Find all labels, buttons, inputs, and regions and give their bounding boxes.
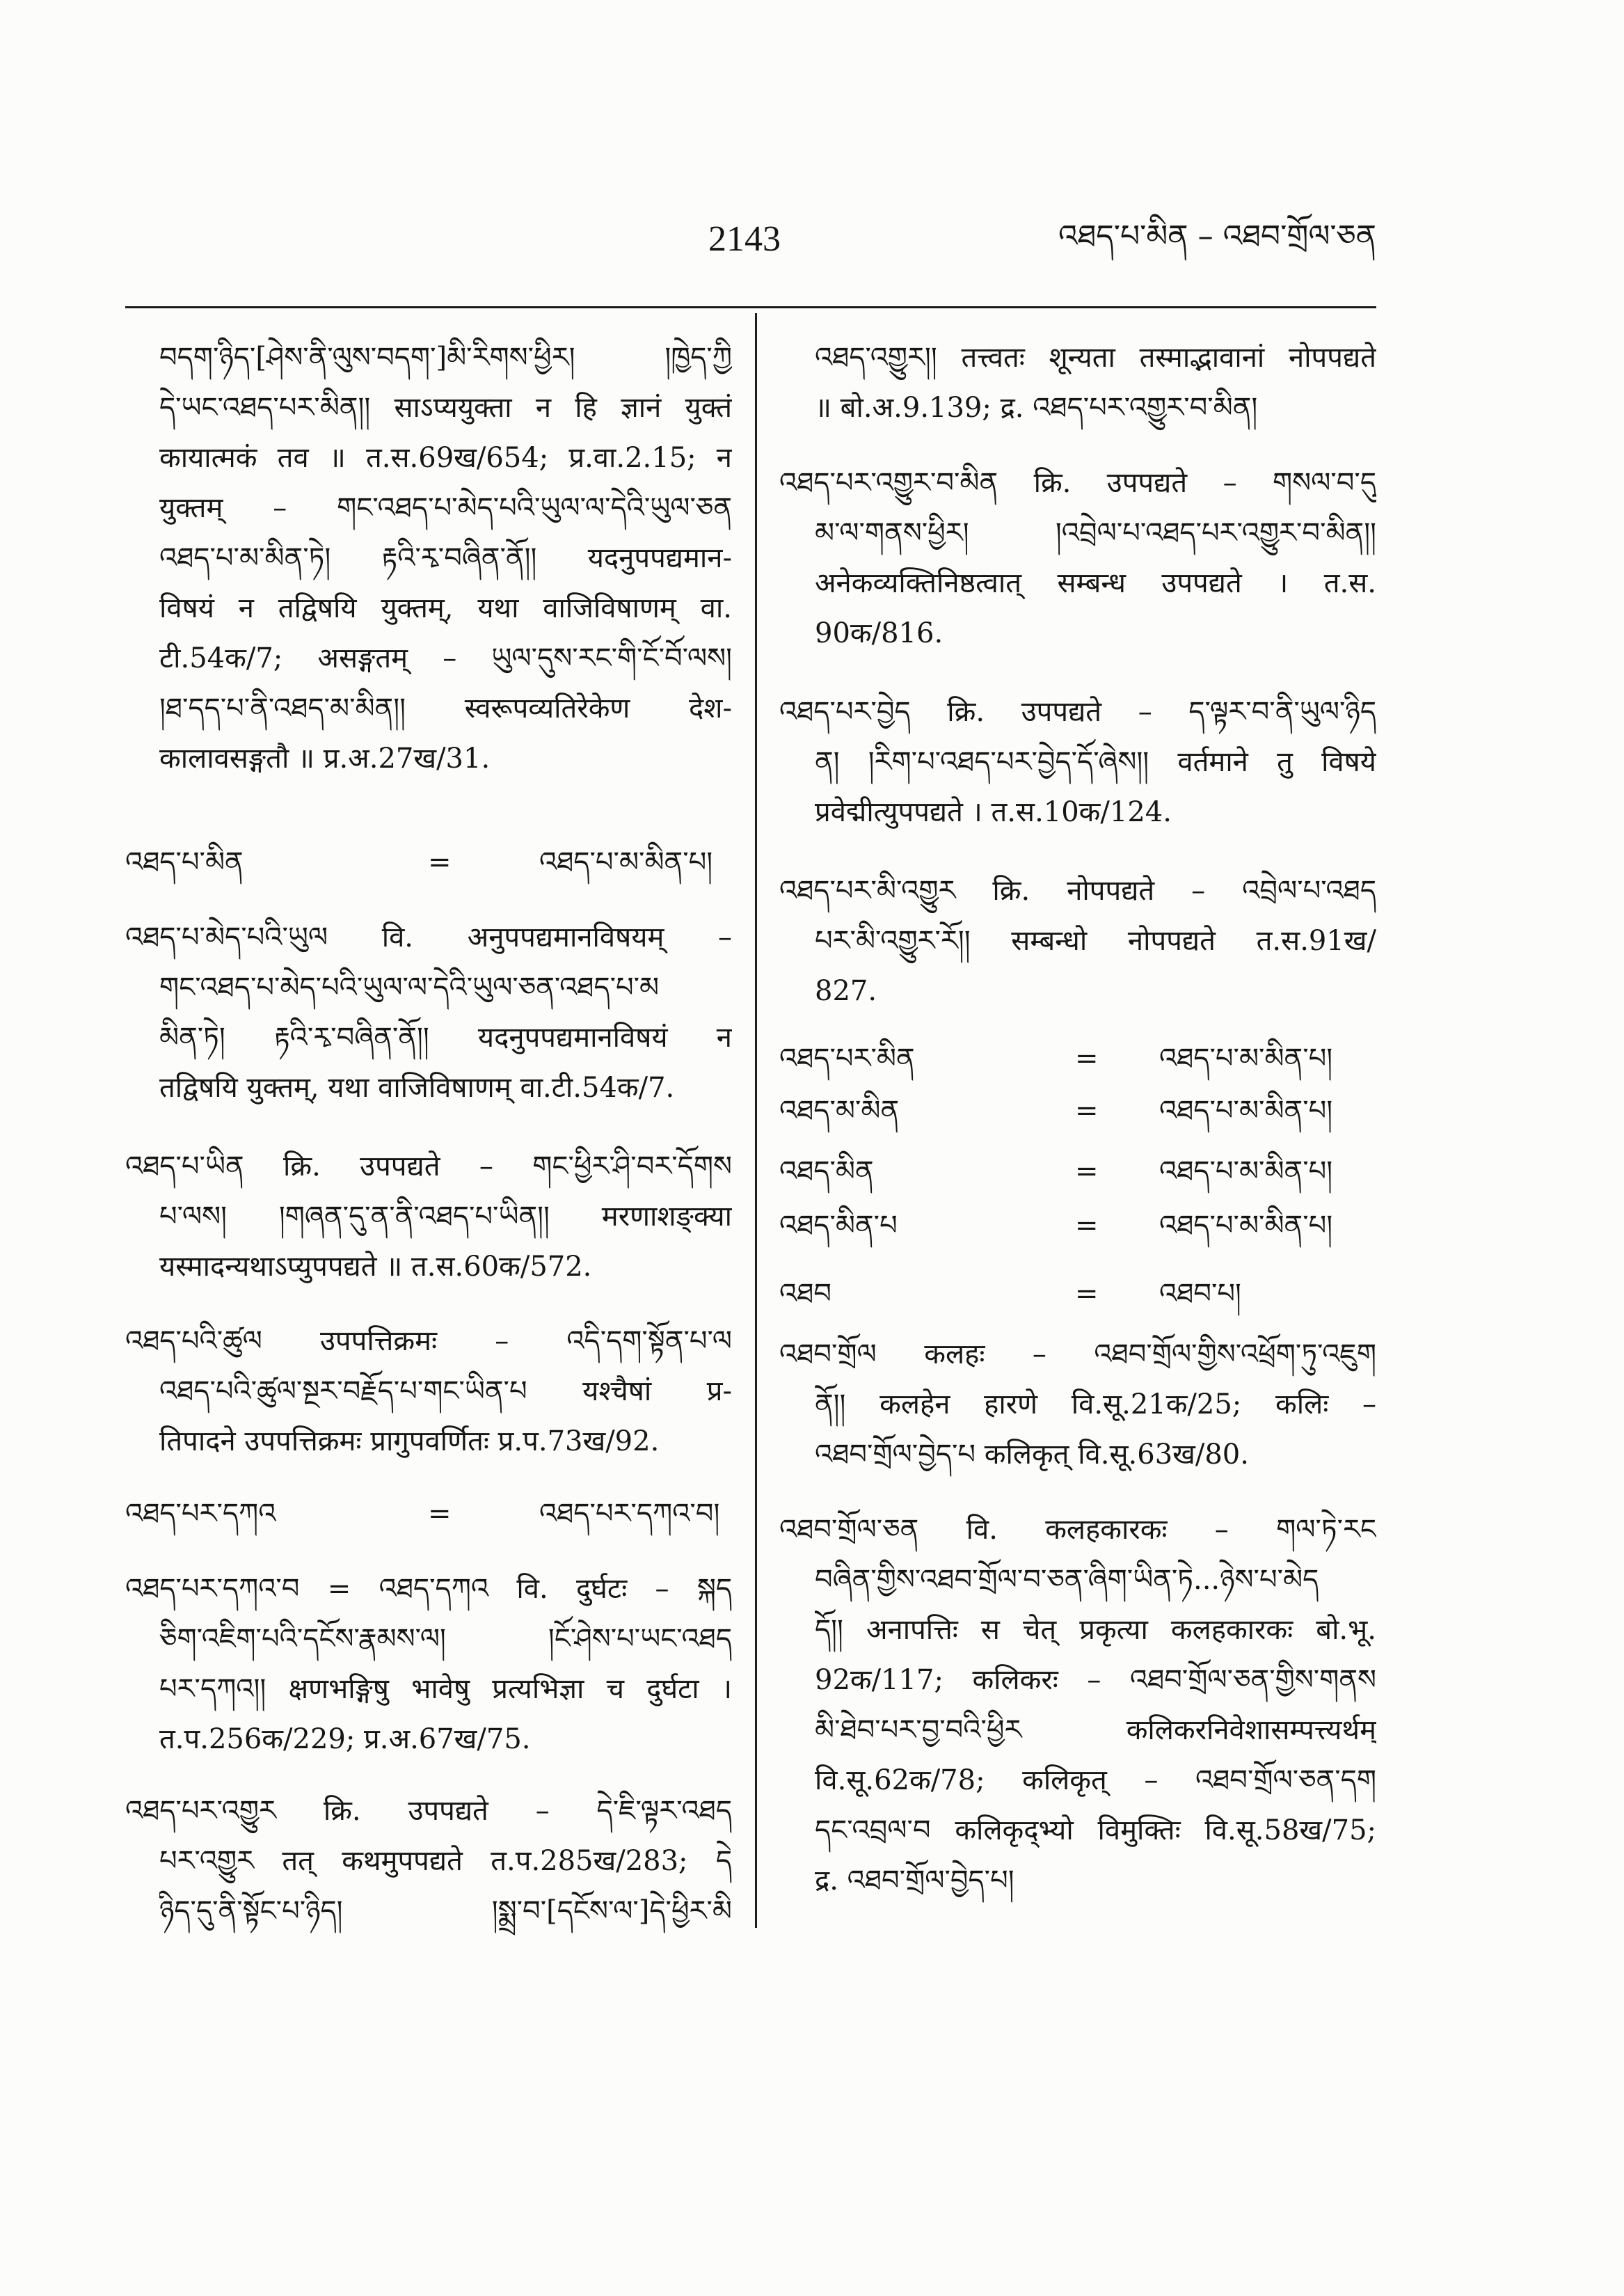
entry-headline: འཐད་པ་ཡིན क्रि. उपपद्यते – གང་ཕྱིར་ཤི་བར་དོགས (125, 1150, 732, 1182)
entry-line: ॥ बो.अ.9.139; द्र. འཐད་པར་འགྱུར་བ་མིན། (815, 392, 1258, 424)
entry-line: 827. (815, 975, 877, 1007)
entry-line: མིན་ཏེ། རྟའི་རྭ་བཞིན་ནོ།། यदनुपपद्यमानविषयं न (159, 1022, 732, 1054)
equivalent-term: འཐབ་པ། (1159, 1278, 1241, 1310)
entry-line: པ་ལས། །གཞན་དུ་ན་ནི་འཐད་པ་ཡིན།། मरणाशङ्क्या (159, 1201, 732, 1233)
entry-line: तिपादने उपपत्तिक्रमः प्रागुपवर्णितः प्र.प.73ख/92. (159, 1425, 660, 1457)
entry-line: པར་དཀའ།། क्षणभङ्गिषु भावेषु प्रत्यभिज्ञा च दुर्घटा । (159, 1673, 732, 1705)
entry-line: པར་འགྱུར तत् कथमुपपद्यते त.प.285ख/283; དེ (159, 1845, 732, 1877)
equivalent-term: འཐད་པ་མ་མིན་པ། (539, 846, 713, 878)
cross-reference-entry (779, 1269, 1376, 1319)
cross-reference-entry (779, 1086, 1376, 1136)
dictionary-entry (779, 866, 1376, 1016)
right-column (779, 0, 1376, 2296)
entry-line: མ་ལ་གནས་ཕྱིར། །འབྲེལ་པ་འཐད་པར་འགྱུར་བ་མིན།། (815, 517, 1376, 549)
entry-line: འཐད་འགྱུར།། तत्त्वतः शून्यता तस्माद्भावानां नोपपद्यते (815, 342, 1376, 374)
entry-line: विषयं न तद्विषयि युक्तम्, यथा वाजिविषाणम् वा. (159, 592, 732, 624)
entry-line: ཉིད་དུ་ནི་སྟོང་པ་ཉིད། །སྨྲ་བ་[དངོས་ལ་]དེ་ཕྱིར་མི (159, 1895, 732, 1927)
entry-line: द्र. འཐབ་གྲོལ་བྱེད་པ། (815, 1864, 1014, 1897)
entry-line: བཞིན་གྱིས་འཐབ་གྲོལ་བ་ཅན་ཞིག་ཡིན་ཏེ...ཉེས་པ་མེད (815, 1564, 1319, 1596)
equivalent-term: འཐད་པ་མ་མིན་པ། (1159, 1155, 1333, 1187)
entry-headline: འཐད་པར་དཀའ་བ = འཐད་དཀའ वि. दुर्घटः – སྐད (125, 1573, 732, 1605)
entry-line: དང་འབྲལ་བ कलिकृद्भ्यो विमुक्तिः वि.सू.58ख/75; (815, 1814, 1376, 1846)
equals-sign: = (1075, 1278, 1099, 1310)
entry-continued (779, 333, 1376, 433)
entry-headline: འཐད་པར་མི་འགྱུར क्रि. नोपपद्यते – འབྲེལ་པ་འཐད (779, 875, 1376, 907)
entry-line: टी.54क/7; असङ्गतम् – ཡུལ་དུས་རང་གི་ངོ་བོ་ལས། (159, 642, 732, 674)
dictionary-entry (779, 458, 1376, 658)
equivalent-term: འཐད་པ་མ་མིན་པ། (1159, 1210, 1333, 1242)
entry-line: བདག་ཉིད་[ཤེས་ནི་ལུས་བདག་]མི་རིགས་ཕྱིར། །ཁྱེད་ཀྱི (159, 342, 732, 374)
entry-line: अनेकव्यक्तिनिष्ठत्वात् सम्बन्ध उपपद्यते । त.स. (815, 567, 1376, 599)
left-column (125, 0, 732, 2296)
cross-reference-entry (125, 1489, 732, 1539)
dictionary-entry (779, 1505, 1376, 1906)
cross-reference-entry (779, 1201, 1376, 1251)
dictionary-entry (779, 687, 1376, 837)
headword: འཐད་མིན (779, 1155, 874, 1187)
equivalent-term: འཐད་པར་དཀའ་བ། (539, 1498, 720, 1530)
dictionary-entry (125, 1316, 732, 1466)
entry-headline: འཐད་པར་བྱེད क्रि. उपपद्यते – ད་ལྟར་བ་ནི་ཡུལ་ཉིད (779, 696, 1376, 728)
entry-line: कायात्मकं तव ॥ त.स.69ख/654; प्र.वा.2.15; न (159, 442, 732, 474)
cross-reference-entry (779, 1034, 1376, 1084)
entry-line: युक्तम् – གང་འཐད་པ་མེད་པའི་ཡུལ་ལ་དེའི་ཡུལ་ཅན (159, 492, 732, 524)
equals-sign: = (428, 1498, 452, 1530)
entry-headline: འཐད་པའི་ཚུལ उपपत्तिक्रमः – འདི་དག་སྟོན་པ་ལ (125, 1325, 732, 1357)
equals-sign: = (1075, 1210, 1099, 1242)
entry-line: གང་འཐད་པ་མེད་པའི་ཡུལ་ལ་དེའི་ཡུལ་ཅན་འཐད་པ་མ (159, 972, 660, 1004)
entry-line: འཐབ་གྲོལ་བྱེད་པ कलिकृत् वि.सू.63ख/80. (815, 1439, 1249, 1471)
entry-line: त.प.256क/229; प्र.अ.67ख/75. (159, 1723, 531, 1755)
entry-headline: འཐབ་གྲོལ कलहः – འཐབ་གྲོལ་གྱིས་འཕྲོག་ཏུ་འཇུག (779, 1338, 1376, 1370)
entry-line: प्रवेद्मीत्युपपद्यते । त.स.10क/124. (815, 796, 1172, 828)
running-head: འཐད་པ་མིན – འཐབ་གྲོལ་ཅན (1058, 219, 1376, 254)
dictionary-entry (779, 1329, 1376, 1480)
dictionary-entry (125, 912, 732, 1113)
headword: འཐད་པར་དཀའ (125, 1498, 276, 1530)
headword: འཐད་པ་མིན (125, 846, 244, 878)
entry-line: དེ་ཡང་འཐད་པར་མིན།། साऽप्ययुक्ता न हि ज्ञानं युक्तं (159, 392, 732, 424)
page-number: 2143 (708, 219, 781, 259)
dictionary-entry (125, 1786, 732, 1936)
entry-line: वि.सू.62क/78; कलिकृत् – འཐབ་གྲོལ་ཅན་དག (815, 1764, 1376, 1796)
equals-sign: = (428, 846, 452, 878)
entry-line: तद्विषयि युक्तम्, यथा वाजिविषाणम् वा.टी.54क/7. (159, 1072, 675, 1104)
entry-line: यस्मादन्यथाऽप्युपपद्यते ॥ त.स.60क/572. (159, 1251, 592, 1283)
entry-continued (125, 333, 732, 784)
headword: འཐད་མ་མིན (779, 1095, 900, 1127)
equivalent-term: འཐད་པ་མ་མིན་པ། (1159, 1043, 1333, 1075)
dictionary-entry (125, 1141, 732, 1292)
headword: འཐད་པར་མིན (779, 1043, 915, 1075)
entry-line: པར་མི་འགྱུར་རོ།། सम्बन्धो नोपपद्यते त.स.91ख/ (815, 925, 1376, 957)
equals-sign: = (1075, 1155, 1099, 1187)
entry-line: 90क/816. (815, 617, 944, 649)
entry-headline: འཐད་པར་འགྱུར་བ་མིན क्रि. उपपद्यते – གསལ་བ་དུ (779, 467, 1376, 499)
entry-line: འཐད་པའི་ཚུལ་སྔར་བརྗོད་པ་གང་ཡིན་པ यश्चैषां प्र- (159, 1375, 732, 1407)
entry-headline: འཐད་པ་མེད་པའི་ཡུལ वि. अनुपपद्यमानविषयम् – (125, 921, 732, 953)
entry-line: कालावसङ्गतौ ॥ प्र.अ.27ख/31. (159, 743, 491, 775)
headword: འཐབ (779, 1278, 831, 1310)
column-divider (755, 313, 757, 1928)
headword: འཐད་མིན་པ (779, 1210, 898, 1242)
entry-line: ན། །རིག་པ་འཐད་པར་བྱེད་དོ་ཞེས།། वर्तमाने तु विषये (815, 746, 1376, 778)
entry-line: 92क/117; कलिकरः – འཐབ་གྲོལ་ཅན་གྱིས་གནས (815, 1664, 1376, 1696)
cross-reference-entry (779, 1146, 1376, 1196)
entry-line: དོ།། अनापत्तिः स चेत् प्रकृत्या कलहकारकः बो.भू. (815, 1614, 1376, 1646)
dictionary-entry (125, 1564, 732, 1764)
entry-line: ཅིག་འཇིག་པའི་དངོས་རྣམས་ལ། །ངོ་ཤེས་པ་ཡང་འཐད (159, 1623, 732, 1655)
entry-line: མི་ཐེབ་པར་བྱ་བའི་ཕྱིར कलिकरनिवेशासम्पत्त्यर्थम् (815, 1714, 1376, 1746)
entry-headline: འཐད་པར་འགྱུར क्रि. उपपद्यते – དེ་ཇི་ལྟར་འཐད (125, 1795, 732, 1827)
entry-line: །ཐ་དད་པ་ནི་འཐད་མ་མིན།། स्वरूपव्यतिरेकेण देश- (159, 692, 732, 725)
cross-reference-entry (125, 837, 732, 887)
entry-line: འཐད་པ་མ་མིན་ཏེ། རྟའི་རྭ་བཞིན་ནོ།། यदनुपपद्यमान- (159, 542, 732, 574)
equals-sign: = (1075, 1095, 1099, 1127)
entry-headline: འཐབ་གྲོལ་ཅན वि. कलहकारकः – གལ་ཏེ་རང (779, 1514, 1376, 1546)
equals-sign: = (1075, 1043, 1099, 1075)
equivalent-term: འཐད་པ་མ་མིན་པ། (1159, 1095, 1333, 1127)
entry-line: ནོ།། कलहेन हारणे वि.सू.21क/25; कलिः – (815, 1388, 1376, 1420)
